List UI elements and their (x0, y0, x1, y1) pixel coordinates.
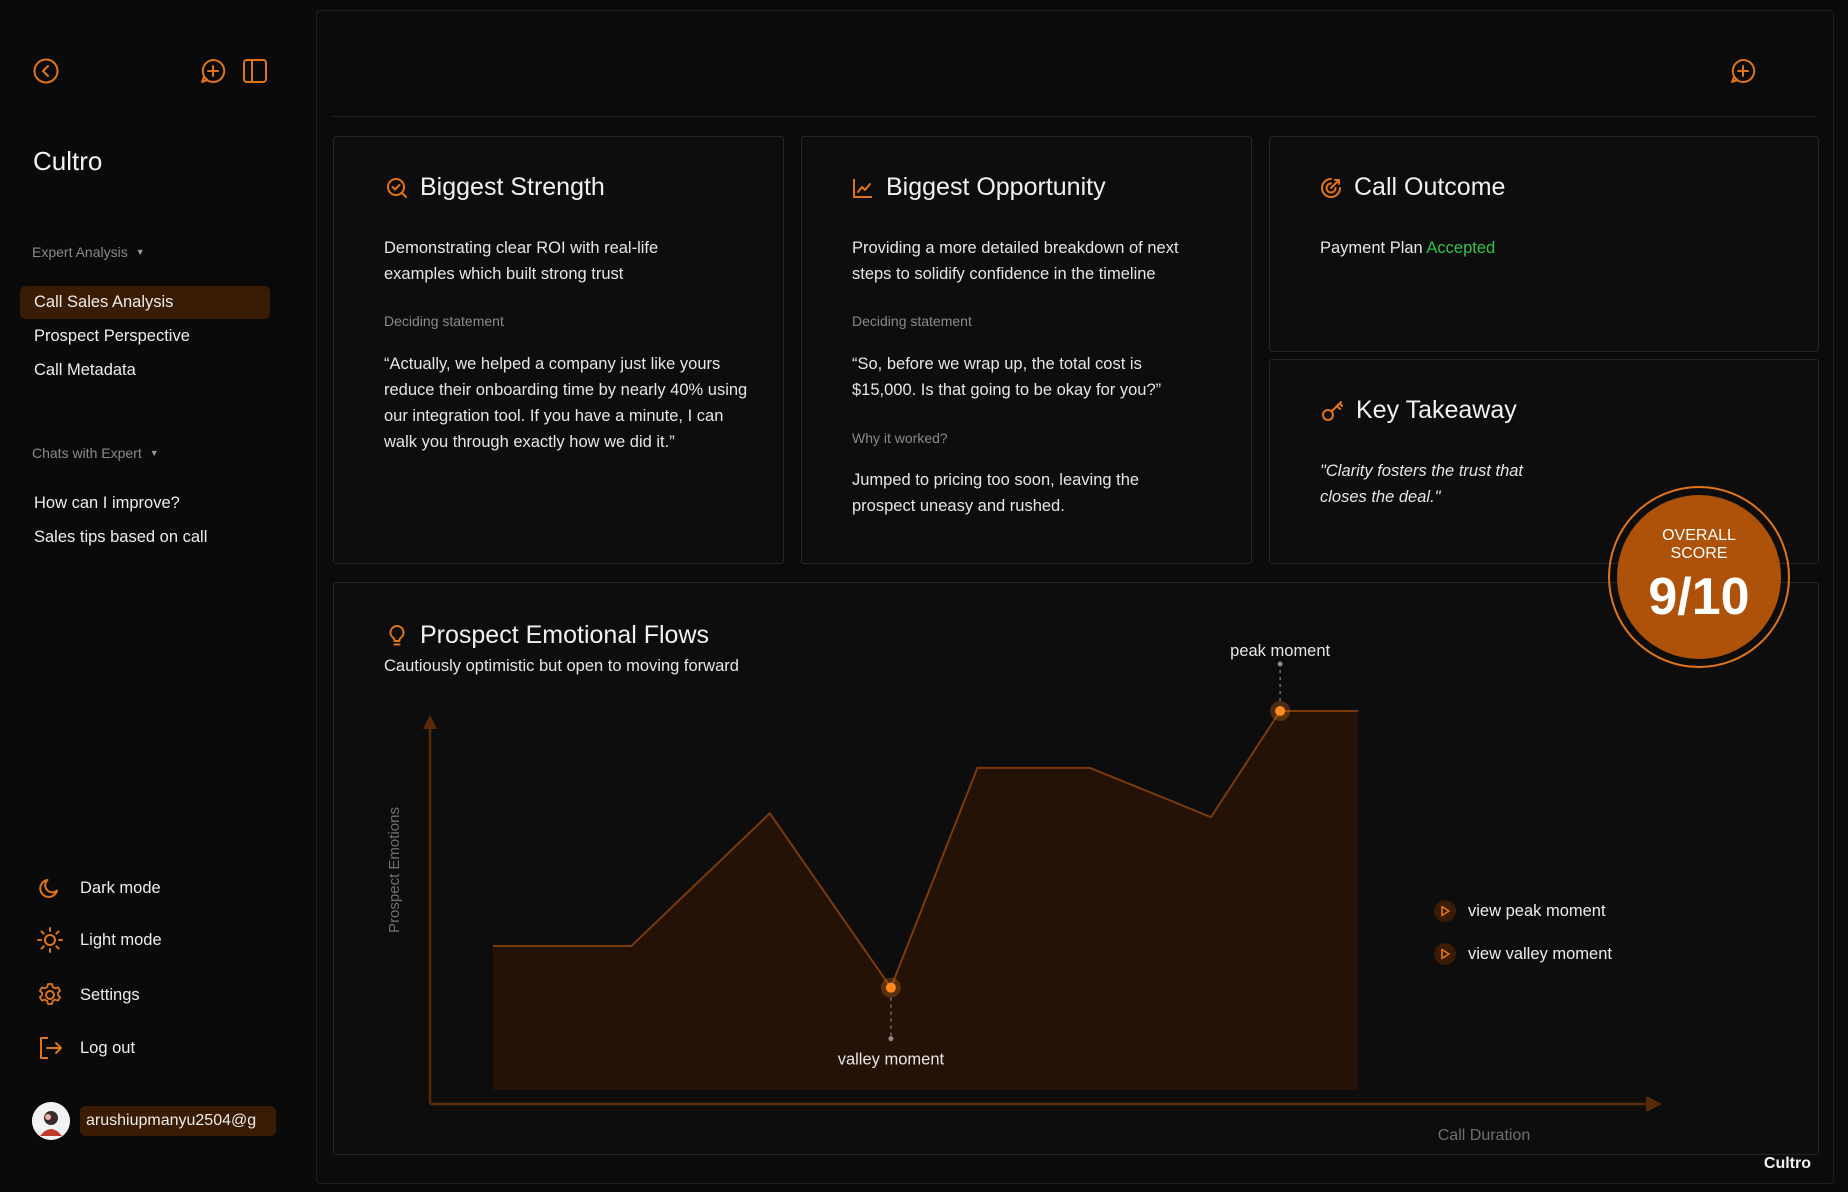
sidebar-toggle-icon[interactable] (241, 57, 271, 87)
score-value: 9/10 (1648, 568, 1750, 626)
why-label: Why it worked? (852, 430, 948, 446)
moon-icon (36, 874, 64, 902)
card-title (384, 173, 605, 202)
biggest-opportunity-card (801, 136, 1252, 564)
sidebar (0, 0, 316, 1192)
view-peak-moment-button[interactable] (1434, 900, 1606, 922)
new-chat-icon[interactable] (199, 57, 229, 87)
caret-down-icon: ▼ (149, 448, 159, 458)
target-icon (1318, 175, 1344, 201)
avatar (32, 1102, 70, 1140)
outcome-title: Call Outcome (1354, 173, 1506, 201)
chat-item-sales-tips[interactable]: Sales tips based on call (34, 528, 208, 546)
nav-call-sales-analysis[interactable]: Call Sales Analysis (20, 286, 270, 319)
takeaway-title: Key Takeaway (1356, 396, 1517, 424)
key-icon (1320, 398, 1346, 424)
gear-icon (36, 981, 64, 1009)
nav-prospect-perspective[interactable]: Prospect Perspective (34, 327, 190, 345)
light-mode-button[interactable] (36, 926, 162, 954)
logout-label: Log out (80, 1038, 136, 1057)
light-mode-label: Light mode (80, 930, 162, 949)
settings-button[interactable] (36, 981, 140, 1009)
main-panel (316, 10, 1834, 1184)
view-valley-label: view valley moment (1468, 944, 1612, 963)
view-valley-moment-button[interactable] (1434, 943, 1612, 965)
x-axis-label: Call Duration (1437, 1127, 1531, 1144)
settings-label: Settings (80, 985, 140, 1004)
outcome-status: Accepted (1426, 239, 1496, 257)
strength-title: Biggest Strength (420, 173, 605, 201)
valley-label: valley moment (837, 1050, 945, 1069)
play-icon (1434, 943, 1456, 965)
logout-icon (36, 1034, 64, 1062)
line-chart-icon (850, 175, 876, 201)
outcome-prefix: Payment Plan (1320, 239, 1423, 257)
opportunity-title: Biggest Opportunity (886, 173, 1106, 201)
card-title (850, 173, 1106, 202)
score-inner (1617, 495, 1781, 659)
caret-down-icon: ▼ (135, 247, 145, 257)
peak-connector-dot (1278, 662, 1283, 667)
user-email: arushiupmanyu2504@g (80, 1106, 276, 1136)
biggest-strength-card (333, 136, 784, 564)
nav-call-metadata[interactable]: Call Metadata (34, 361, 136, 379)
outcome-text (1320, 235, 1495, 261)
sun-icon (36, 926, 64, 954)
peak-label: peak moment (1230, 642, 1331, 660)
chat-item-improve[interactable]: How can I improve? (34, 494, 180, 512)
opportunity-text: Providing a more detailed breakdown of next steps to solidify confidence in the timeline (852, 239, 1179, 283)
chats-section-label: Chats with Expert (32, 445, 142, 461)
opportunity-label: Deciding statement (852, 313, 972, 329)
overall-score-badge (1608, 486, 1790, 668)
user-profile[interactable] (32, 1102, 276, 1140)
y-axis-label: Prospect Emotions (386, 807, 403, 933)
target-check-icon (384, 175, 410, 201)
takeaway-quote: "Clarity fosters the trust that closes the deal." (1320, 462, 1524, 506)
peak-marker (1275, 706, 1285, 716)
y-axis-arrow (423, 715, 437, 729)
back-icon[interactable] (32, 57, 62, 87)
dark-mode-label: Dark mode (80, 878, 161, 897)
flows-title: Prospect Emotional Flows (420, 621, 710, 649)
emotional-flows-card (333, 582, 1819, 1155)
chats-section[interactable] (32, 445, 159, 461)
expert-analysis-section[interactable] (32, 244, 145, 260)
valley-connector-dot (888, 1036, 893, 1041)
play-icon (1434, 900, 1456, 922)
footer-brand: Cultro (1763, 1155, 1811, 1172)
strength-text: Demonstrating clear ROI with real-life examples which built strong trust (384, 239, 659, 283)
logout-button[interactable] (36, 1034, 135, 1062)
header-divider (333, 116, 1817, 117)
why-text: Jumped to pricing too soon, leaving the prospect uneasy and rushed. (852, 471, 1140, 515)
valley-marker (886, 983, 896, 993)
call-outcome-card (1269, 136, 1819, 352)
new-chat-icon[interactable] (1729, 57, 1759, 87)
brand-name: Cultro (33, 146, 103, 176)
x-axis-arrow (1646, 1096, 1662, 1112)
flows-subtitle: Cautiously optimistic but open to moving forward (384, 657, 739, 675)
dark-mode-button[interactable] (36, 874, 161, 902)
strength-quote: “Actually, we helped a company just like yours reduce their onboarding time by nearly 40% using our integration tool. If you have a minute, I can walk you through exactly how we did it.” (384, 355, 748, 451)
expert-analysis-label: Expert Analysis (32, 244, 128, 260)
card-title (1320, 396, 1517, 425)
card-title (1318, 173, 1505, 202)
score-label: OVERALL SCORE (1662, 527, 1736, 562)
strength-label: Deciding statement (384, 313, 504, 329)
emotion-chart (334, 583, 1820, 1156)
view-peak-label: view peak moment (1468, 901, 1606, 920)
opportunity-quote: “So, before we wrap up, the total cost is $15,000. Is that going to be okay for you?” (852, 355, 1162, 399)
